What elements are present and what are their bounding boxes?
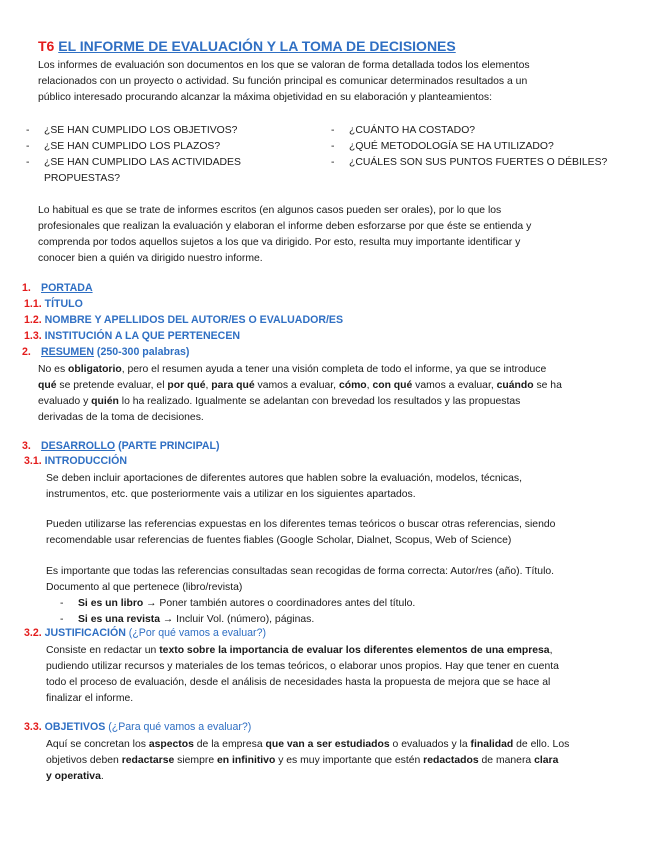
para2-line-2: profesionales que realizan la evaluación y elaboran el informe deben esforzarse por que éste se entienda y xyxy=(38,221,532,232)
objetivos-line-1: Aquí se concretan los aspectos de la empresa que van a ser estudiados o evaluados y la finalidad de ello. Los xyxy=(46,739,570,750)
question-left-3: - ¿SE HAN CUMPLIDO LAS ACTIVIDADES xyxy=(26,157,241,168)
justif-line-2: pudiendo utilizar recursos y materiales de los temas teóricos, o elaborar unos propios. Hay que tener en cuenta xyxy=(46,661,559,672)
question-left-2: - ¿SE HAN CUMPLIDO LOS PLAZOS? xyxy=(26,141,221,152)
document-title xyxy=(38,38,456,54)
question-right-2: - ¿QUÉ METODOLOGÍA SE HA UTILIZADO? xyxy=(331,141,554,152)
intro-sec-c1: Es importante que todas las referencias consultadas sean recogidas de forma correcta: Autor/res (año). Título. xyxy=(46,566,555,577)
section-nombre-autores: 1.2. NOMBRE Y APELLIDOS DEL AUTOR/ES O EVALUADOR/ES xyxy=(24,314,344,326)
section-titulo: 1.1. TÍTULO xyxy=(24,298,83,310)
intro-sec-b1: Pueden utilizarse las referencias expuestas en los diferentes temas teóricos o buscar otras referencias, siendo xyxy=(46,519,556,530)
intro-sec-c2: Documento al que pertenece (libro/revista) xyxy=(46,582,243,593)
section-resumen: 2. RESUMEN (250-300 palabras) xyxy=(22,346,190,358)
justif-line-4: finalizar el informe. xyxy=(46,693,134,704)
objetivos-line-2: objetivos deben redactarse siempre en infinitivo y es muy importante que estén redactados de manera clara xyxy=(46,755,559,766)
objetivos-line-3: y operativa. xyxy=(46,771,104,782)
para2-line-4: conocer bien a quién va dirigido nuestro informe. xyxy=(38,253,263,264)
resumen-line-4: derivadas de la toma de decisiones. xyxy=(38,412,204,423)
title-text: EL INFORME DE EVALUACIÓN Y LA TOMA DE DECISIONES xyxy=(58,38,456,54)
justif-line-1: Consiste en redactar un texto sobre la importancia de evaluar los diferentes elementos de una empresa, xyxy=(46,645,553,656)
section-desarrollo: 3. DESARROLLO (PARTE PRINCIPAL) xyxy=(22,440,220,452)
question-right-1: - ¿CUÁNTO HA COSTADO? xyxy=(331,125,476,136)
resumen-line-2: qué se pretende evaluar, el por qué, para qué vamos a evaluar, cómo, con qué vamos a evaluar, cuándo se ha xyxy=(38,380,562,391)
para2-line-3: comprenda por todos aquellos sujetos a los que va dirigido. Por esto, resulta muy importante identificar y xyxy=(38,237,521,248)
intro-sec-bullet-1: - Si es un libro → Poner también autores o coordinadores antes del título. xyxy=(60,598,416,609)
intro-line-3: público interesado procurando alcanzar la máxima objetividad en su elaboración y planteamientos: xyxy=(38,92,492,103)
resumen-line-3: evaluado y quién lo ha realizado. Igualmente se adelantan con brevedad los resultados y las propuestas xyxy=(38,396,521,407)
question-left-3-cont: PROPUESTAS? xyxy=(44,173,121,184)
question-right-3: - ¿CUÁLES SON SUS PUNTOS FUERTES O DÉBILES? xyxy=(331,157,608,168)
title-number: T6 xyxy=(38,38,55,54)
intro-sec-b2: recomendable usar referencias de fuentes fiables (Google Scholar, Dialnet, Scopus, Web of Science) xyxy=(46,535,512,546)
resumen-line-1: No es obligatorio, pero el resumen ayuda a tener una visión completa de todo el informe, ya que se introduce xyxy=(38,364,547,375)
section-institucion: 1.3. INSTITUCIÓN A LA QUE PERTENECEN xyxy=(24,330,241,342)
justif-line-3: todo el proceso de evaluación, desde el análisis de necesidades hasta la propuesta de mejora que se hace al xyxy=(46,677,551,688)
para2-line-1: Lo habitual es que se trate de informes escritos (en algunos casos pueden ser orales), por lo que los xyxy=(38,205,502,216)
section-introduccion: 3.1. INTRODUCCIÓN xyxy=(24,455,128,467)
intro-sec-bullet-2: - Si es una revista → Incluir Vol. (número), páginas. xyxy=(60,614,315,625)
section-portada: 1. PORTADA xyxy=(22,282,93,294)
intro-line-2: relacionados con un proyecto o actividad. Su función principal es comunicar determinados resultados a un xyxy=(38,76,528,87)
intro-sec-a1: Se deben incluir aportaciones de diferentes autores que hablen sobre la evaluación, modelos, técnicas, xyxy=(46,473,522,484)
question-left-1: - ¿SE HAN CUMPLIDO LOS OBJETIVOS? xyxy=(26,125,238,136)
section-justificacion: 3.2. JUSTIFICACIÓN (¿Por qué vamos a evaluar?) xyxy=(24,627,266,639)
section-objetivos: 3.3. OBJETIVOS (¿Para qué vamos a evaluar?) xyxy=(24,721,252,733)
intro-sec-a2: instrumentos, etc. que posteriormente vais a utilizar en los siguientes apartados. xyxy=(46,489,416,500)
intro-line-1: Los informes de evaluación son documentos en los que se valoran de forma detallada todos los elementos xyxy=(38,60,530,71)
